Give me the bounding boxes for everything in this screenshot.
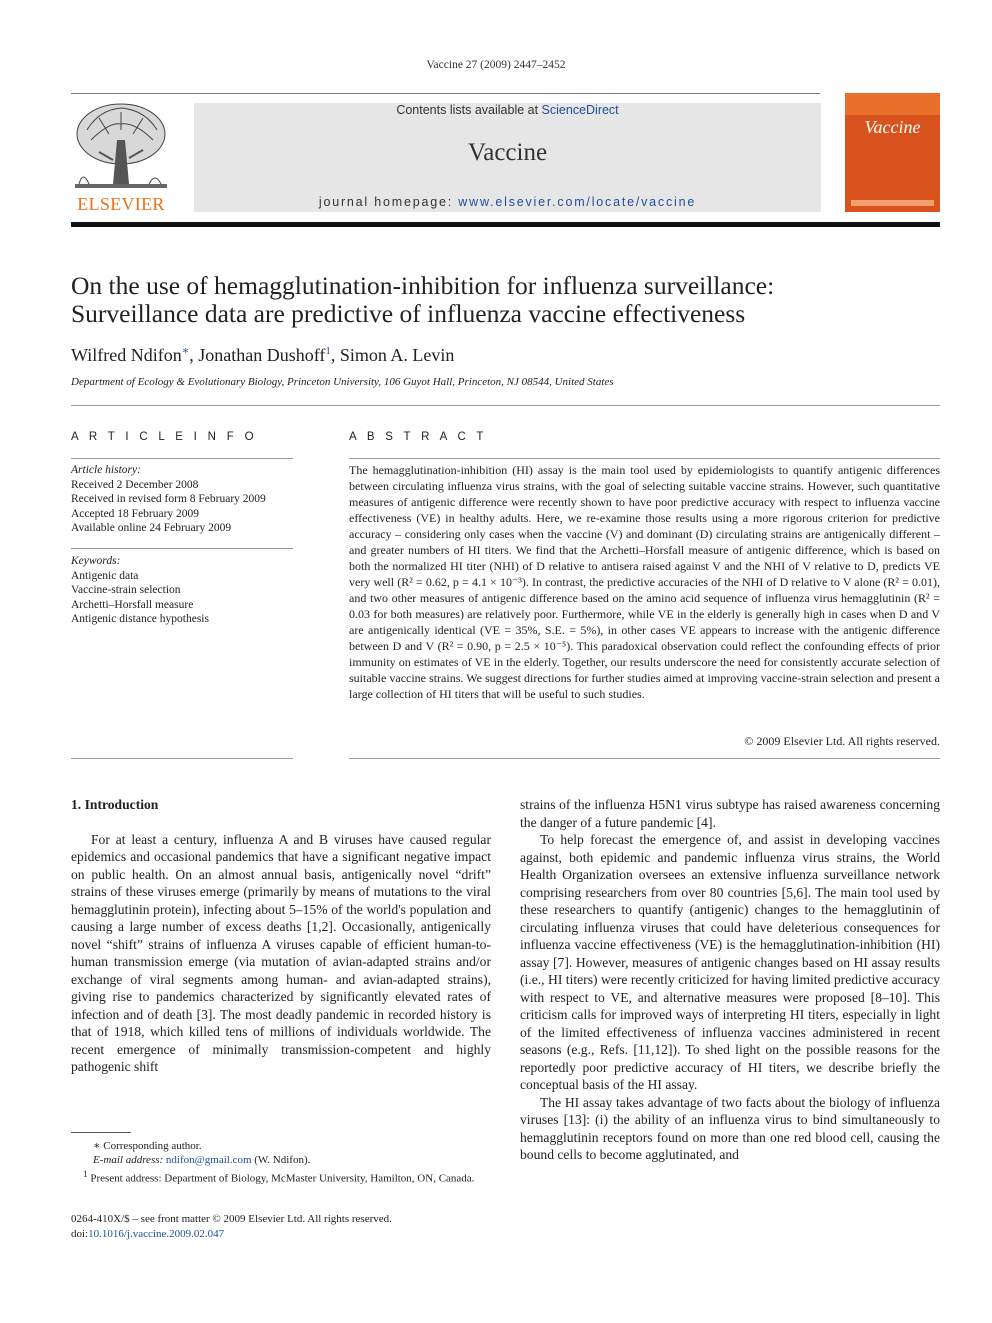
- elsevier-wordmark: ELSEVIER: [77, 194, 165, 214]
- cover-stripe: [845, 93, 940, 115]
- history-item: Accepted 18 February 2009: [71, 507, 200, 520]
- history-item: Received 2 December 2008: [71, 478, 199, 491]
- author-mark-link[interactable]: ∗: [181, 345, 190, 357]
- cover-fine-print-bar: [851, 200, 934, 206]
- footnotes: [71, 1139, 491, 1186]
- footnote-present-address: [71, 1167, 491, 1186]
- keyword-item: Archetti–Horsfall measure: [71, 598, 194, 611]
- journal-name: Vaccine: [467, 139, 548, 166]
- article-info-rule: [71, 758, 293, 759]
- footnote-mark: ∗: [93, 1140, 101, 1152]
- abstract-copyright: © 2009 Elsevier Ltd. All rights reserved.: [744, 734, 940, 748]
- footnote-mark: 1: [83, 1169, 88, 1180]
- article-title: [71, 272, 931, 328]
- contents-available-line: [194, 103, 821, 117]
- keyword-item: Antigenic data: [71, 569, 139, 582]
- body-paragraph: The HI assay takes advantage of two facts about the biology of influenza viruses [13]: (i) the ability of an influenza virus to bind simultaneously to hemagglutinin receptors found on more than one red blood cell, causing the bound cells to become agglutinated, and: [520, 1094, 940, 1162]
- body-paragraph: For at least a century, influenza A and B viruses have caused regular epidemics and occasional pandemics that have a significant negative impact on public health. On an almost annual basis, antigenically novel “drift” strains of these viruses emerge (primarily by means of mutations to the viral hemagglutinin protein), infecting about 5–15% of the world's population and causing a large number of excess deaths [1,2]. Occasionally, antigenically novel “shift” strains of influenza A viruses capable of efficient human-to-human transmission emerge (via mutation of avian-adapted strains and/or exchange of viral segments among human- and avian-adapted strains), giving rise to pandemics characterized by significantly elevated rates of infection and of death [3]. The most deadly pandemic in recorded history is that of 1918, which killed tens of millions of individuals worldwide. The recent emergence of minimally transmission-competent and highly pathogenic shift: [71, 831, 491, 1074]
- section-heading-introduction: 1. Introduction: [71, 797, 159, 812]
- history-label: Article history:: [71, 464, 141, 476]
- sciencedirect-link[interactable]: ScienceDirect: [541, 103, 619, 117]
- footnote-text: Corresponding author.: [103, 1140, 202, 1152]
- keyword-item: Vaccine-strain selection: [71, 584, 181, 596]
- author-affiliation: Department of Ecology & Evolutionary Biology, Princeton University, 106 Guyot Hall, Princeton, NJ 08544, United States: [71, 376, 614, 388]
- body-column-right: [520, 796, 940, 1164]
- footnote-corresponding: [71, 1139, 491, 1153]
- author-name: Wilfred Ndifon: [71, 345, 182, 365]
- keywords-label: Keywords:: [71, 555, 121, 567]
- homepage-prefix: journal homepage:: [318, 195, 459, 209]
- abstract-rule: [349, 458, 940, 459]
- article-info-rule: [71, 548, 293, 549]
- abstract-body: The hemagglutination-inhibition (HI) assay is the main tool used by epidemiologists to quantify antigenic differences between circulating influenza virus strains, with the goal of selecting suitable vaccine strains. However, such quantitative measures of antigenic difference were recently shown to have poor predictive accuracy with respect to influenza vaccine effectiveness (VE) in healthy adults. Here, we re-examine those results using a more rigorous criterion for predictive accuracy – considering only cases when the vaccine (V) and dominant (D) circulating strains are antigenically different – and greater numbers of HI titers. We find that the Archetti–Horsfall measure of antigenic difference, which is based on both the normalized HI titer (NHI) of D relative to antisera raised against V and the NHI of V relative to D, predicts VE very well (R² = 0.62, p = 4.1 × 10⁻³). In contrast, the predictive accuracies of the NHI of D relative to V alone (R² = 0.01), and two other measures of antigenic difference based on the amino acid sequence of influenza virus hemagglutinin (R² = 0.03 for both measures) are relatively poor. Furthermore, while VE in the elderly is generally high in cases when D and V are antigenically identical (VE = 35%, S.E. = 5%), in other cases VE appears to increase with the antigenic difference between D and V (R² = 0.90, p = 2.5 × 10⁻⁵). This paradoxical observation could reflect the confounding effects of prior immunity on estimates of VE in the elderly. Together, our results underscore the need for consistently accurate selection of suitable vaccine strains. We suggest directions for further studies aimed at improving vaccine-strain selection and present a large collection of HI titers that will be useful to such studies.: [349, 463, 940, 701]
- cover-title: Vaccine: [864, 117, 921, 137]
- issn-block: [71, 1212, 491, 1242]
- article-info-rule: [71, 458, 293, 459]
- footnote-text: Present address: Department of Biology, McMaster University, Hamilton, ON, Canada.: [90, 1173, 475, 1186]
- abstract-heading: A B S T R A C T: [349, 431, 488, 443]
- footnote-rule: [71, 1132, 131, 1133]
- abstract-rule: [349, 758, 940, 759]
- email-label: E-mail address:: [93, 1154, 164, 1167]
- contents-prefix: Contents lists available at: [396, 103, 542, 117]
- author-mark-link[interactable]: 1: [325, 345, 331, 357]
- author-name: Simon A. Levin: [339, 345, 455, 365]
- author-name: Jonathan Dushoff: [198, 345, 326, 365]
- issn-line: 0264-410X/$ – see front matter © 2009 Elsevier Ltd. All rights reserved.: [71, 1213, 392, 1225]
- body-paragraph: To help forecast the emergence of, and assist in developing vaccines against, both epidemic and pandemic influenza virus strains, the World Health Organization oversees an extensive influenza surveillance network comprising researchers from over 80 countries [5,6]. The main tool used by these researchers to quantify (antigenic) changes to the hemagglutinin of circulating influenza viruses that could have deleterious consequences for influenza vaccine effectiveness (VE) is the hemagglutination-inhibition (HI) assay [7]. However, measures of antigenic changes based on HI assay results (i.e., HI titers) were recently criticized for having limited predictive accuracy with respect to VE, and alternative measures were proposed [8–10]. This criticism calls for improved ways of interpreting HI titers, especially in light of the limited effectiveness of influenza vaccines administered in recent seasons (e.g., Refs. [11,12]). To shed light on the possible reasons for the reportedly poor predictive accuracy of HI titers, we describe briefly the conceptual basis of the HI assay.: [520, 832, 940, 1092]
- body-paragraph: strains of the influenza H5N1 virus subtype has raised awareness concerning the danger of a future pandemic [4].: [520, 797, 940, 830]
- body-column-left: [71, 796, 491, 1076]
- elsevier-tree-icon: [69, 100, 173, 192]
- doi-line: [71, 1227, 491, 1242]
- title-line-2: Surveillance data are predictive of influenza vaccine effectiveness: [71, 299, 746, 328]
- elsevier-logo[interactable]: [69, 100, 173, 212]
- header-thick-rule: [71, 222, 940, 227]
- keyword-item: Antigenic distance hypothesis: [71, 613, 209, 625]
- journal-homepage-line: [194, 195, 821, 209]
- affiliation-rule: [71, 405, 940, 406]
- journal-citation: Vaccine 27 (2009) 2447–2452: [426, 59, 566, 71]
- journal-cover-thumbnail[interactable]: [845, 93, 940, 212]
- history-item: Received in revised form 8 February 2009: [71, 493, 266, 505]
- author-list: Wilfred Ndifon∗, Jonathan Dushoff$^1$, Simon A. Levin: [71, 345, 455, 365]
- journal-homepage-link[interactable]: www.elsevier.com/locate/vaccine: [458, 195, 697, 209]
- article-info-heading: A R T I C L E I N F O: [71, 431, 258, 443]
- journal-header-band: [194, 103, 821, 212]
- email-suffix: (W. Ndifon).: [254, 1154, 311, 1167]
- keywords: [71, 554, 293, 627]
- doi-label: doi:: [71, 1228, 89, 1240]
- article-history: [71, 463, 293, 536]
- footnote-email: [71, 1153, 491, 1167]
- header-top-rule: [71, 93, 820, 94]
- doi-link[interactable]: 10.1016/j.vaccine.2009.02.047: [88, 1228, 225, 1240]
- history-item: Available online 24 February 2009: [71, 522, 232, 534]
- title-line-1: On the use of hemagglutination-inhibition for influenza surveillance:: [71, 271, 775, 300]
- author-email-link[interactable]: ndifon@gmail.com: [165, 1154, 252, 1167]
